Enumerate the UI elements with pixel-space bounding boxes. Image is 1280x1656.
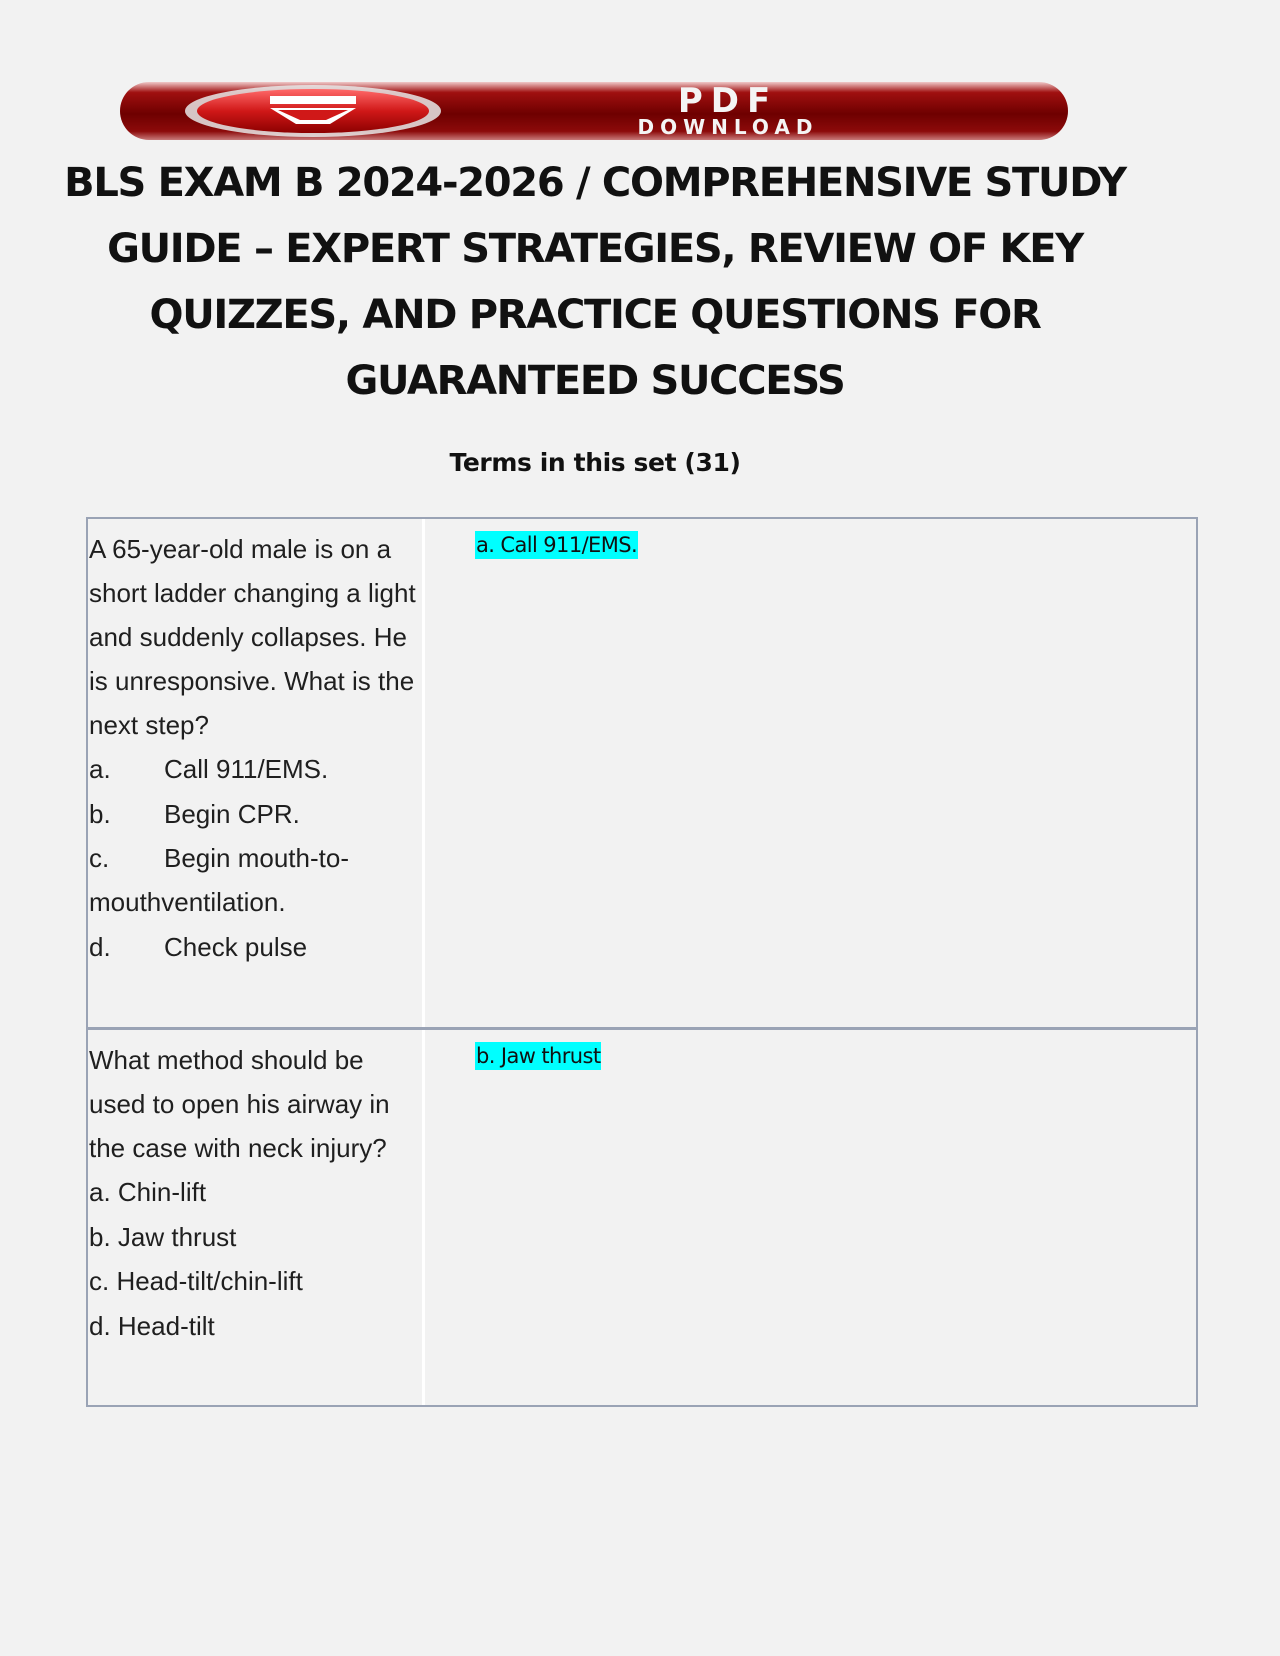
question-cell: [88, 1030, 418, 1405]
option-b: b. Jaw thrust: [89, 1221, 237, 1252]
table-row: [88, 519, 1196, 1027]
document-title: BLS EXAM B 2024-2026 / COMPREHENSIVE STUDY GUIDE – EXPERT STRATEGIES, REVIEW OF KEY QUIZZES, AND PRACTICE QUESTIONS FOR GUARANTEED SUCCESS: [64, 160, 1126, 404]
terms-count-heading: Terms in this set (31): [449, 448, 741, 477]
option-a: a. Chin-lift: [89, 1177, 207, 1207]
answer-highlight: a. Call 911/EMS.: [476, 533, 638, 557]
option-c: c. Head-tilt/chin-lift: [89, 1266, 303, 1296]
question-cell: [88, 519, 418, 1027]
table-row: [88, 1027, 1196, 1405]
answer-cell: [425, 1030, 1196, 1405]
question-text: What method should be used to open his airway in the case with neck injury?: [89, 1045, 390, 1163]
banner-pdf-text: PDF: [677, 81, 779, 121]
option-c: c. Begin mouth-to-mouthventilation.: [89, 843, 349, 917]
option-d: d. Head-tilt: [89, 1310, 215, 1341]
answer-highlight: b. Jaw thrust: [476, 1044, 601, 1068]
question-answer-table: [86, 517, 1198, 1407]
option-a: a. Call 911/EMS.: [89, 754, 329, 784]
answer-cell: [425, 519, 1196, 1027]
pdf-download-banner[interactable]: [118, 78, 1070, 144]
option-d: d. Check pulse: [89, 932, 308, 962]
banner-download-text: DOWNLOAD: [637, 115, 819, 139]
option-b: b. Begin CPR.: [89, 798, 300, 829]
question-text: A 65-year-old male is on a short ladder changing a light and suddenly collapses. He is unresponsive. What is the next step?: [89, 534, 416, 740]
